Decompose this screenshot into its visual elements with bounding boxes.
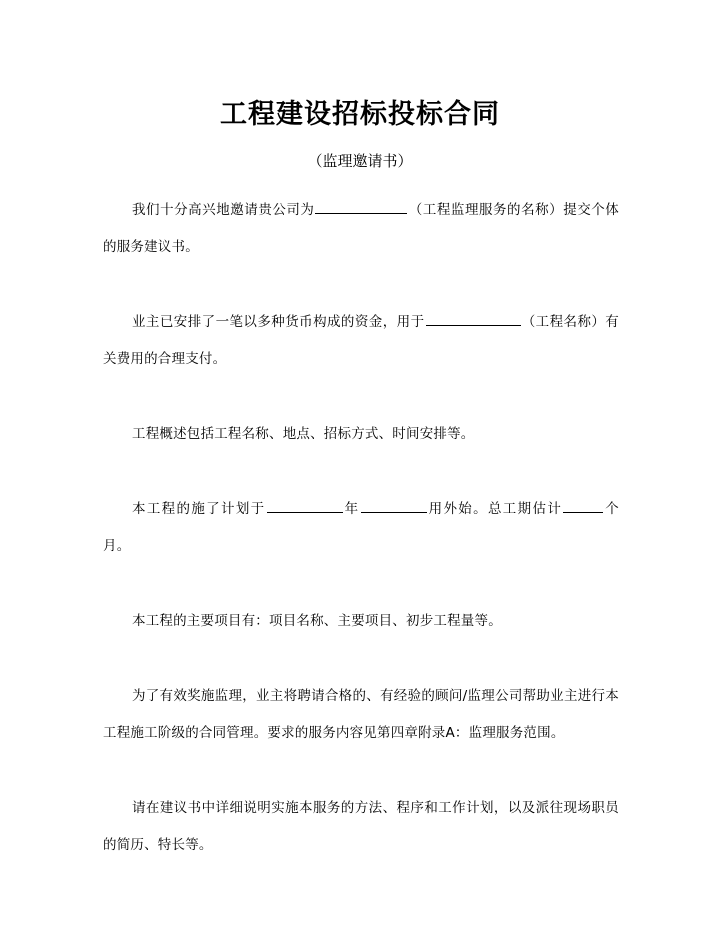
fill-in-blank[interactable] (267, 498, 343, 513)
fill-in-blank[interactable] (563, 498, 603, 513)
page-title: 工程建设招标投标合同 (220, 99, 500, 131)
paragraph-text: 为了有效奖施监理，业主将聘请合格的、有经验的顾问/监理公司帮助业主进行本工程施工阶级的合同管理。要求的服务内容见第四章附录A：监理服务范围。 (103, 688, 619, 741)
paragraph-project-overview (103, 416, 619, 453)
paragraph-main-items (103, 603, 619, 640)
fill-in-blank[interactable] (361, 498, 427, 513)
paragraph-text: （工程监理服务的名称）提交个体的服务建议书。 (103, 202, 619, 255)
paragraph-invite-service-proposal (103, 192, 619, 266)
paragraph-text: 业主已安排了一笔以多种货币构成的资金，用于 (132, 314, 425, 330)
paragraph-text: 本工程的施了计划于 (132, 501, 266, 517)
paragraph-text: 年 (343, 501, 360, 517)
paragraph-text: 工程概述包括工程名称、地点、招标方式、时间安排等。 (132, 426, 475, 442)
paragraph-text: 个月。 (103, 501, 619, 554)
fill-in-blank[interactable] (426, 311, 521, 326)
fill-in-blank[interactable] (315, 199, 407, 214)
paragraph-text: （工程名称）有关费用的合理支付。 (103, 314, 619, 367)
document-body (103, 192, 619, 864)
paragraph-text: 本工程的主要项目有：项目名称、主要项目、初步工程量等。 (132, 613, 502, 629)
paragraph-supervision-scope (103, 678, 619, 752)
paragraph-construction-schedule (103, 491, 619, 565)
document-subtitle: （监理邀请书） (307, 152, 413, 170)
paragraph-text: 我们十分高兴地邀请贵公司为 (132, 202, 315, 218)
paragraph-owner-funding (103, 304, 619, 378)
paragraph-text: 请在建议书中详细说明实施本服务的方法、程序和工作计划，以及派往现场职员的简历、特长等。 (103, 800, 619, 853)
paragraph-text: 用外始。总工期估计 (427, 501, 563, 517)
paragraph-proposal-requirements (103, 790, 619, 864)
